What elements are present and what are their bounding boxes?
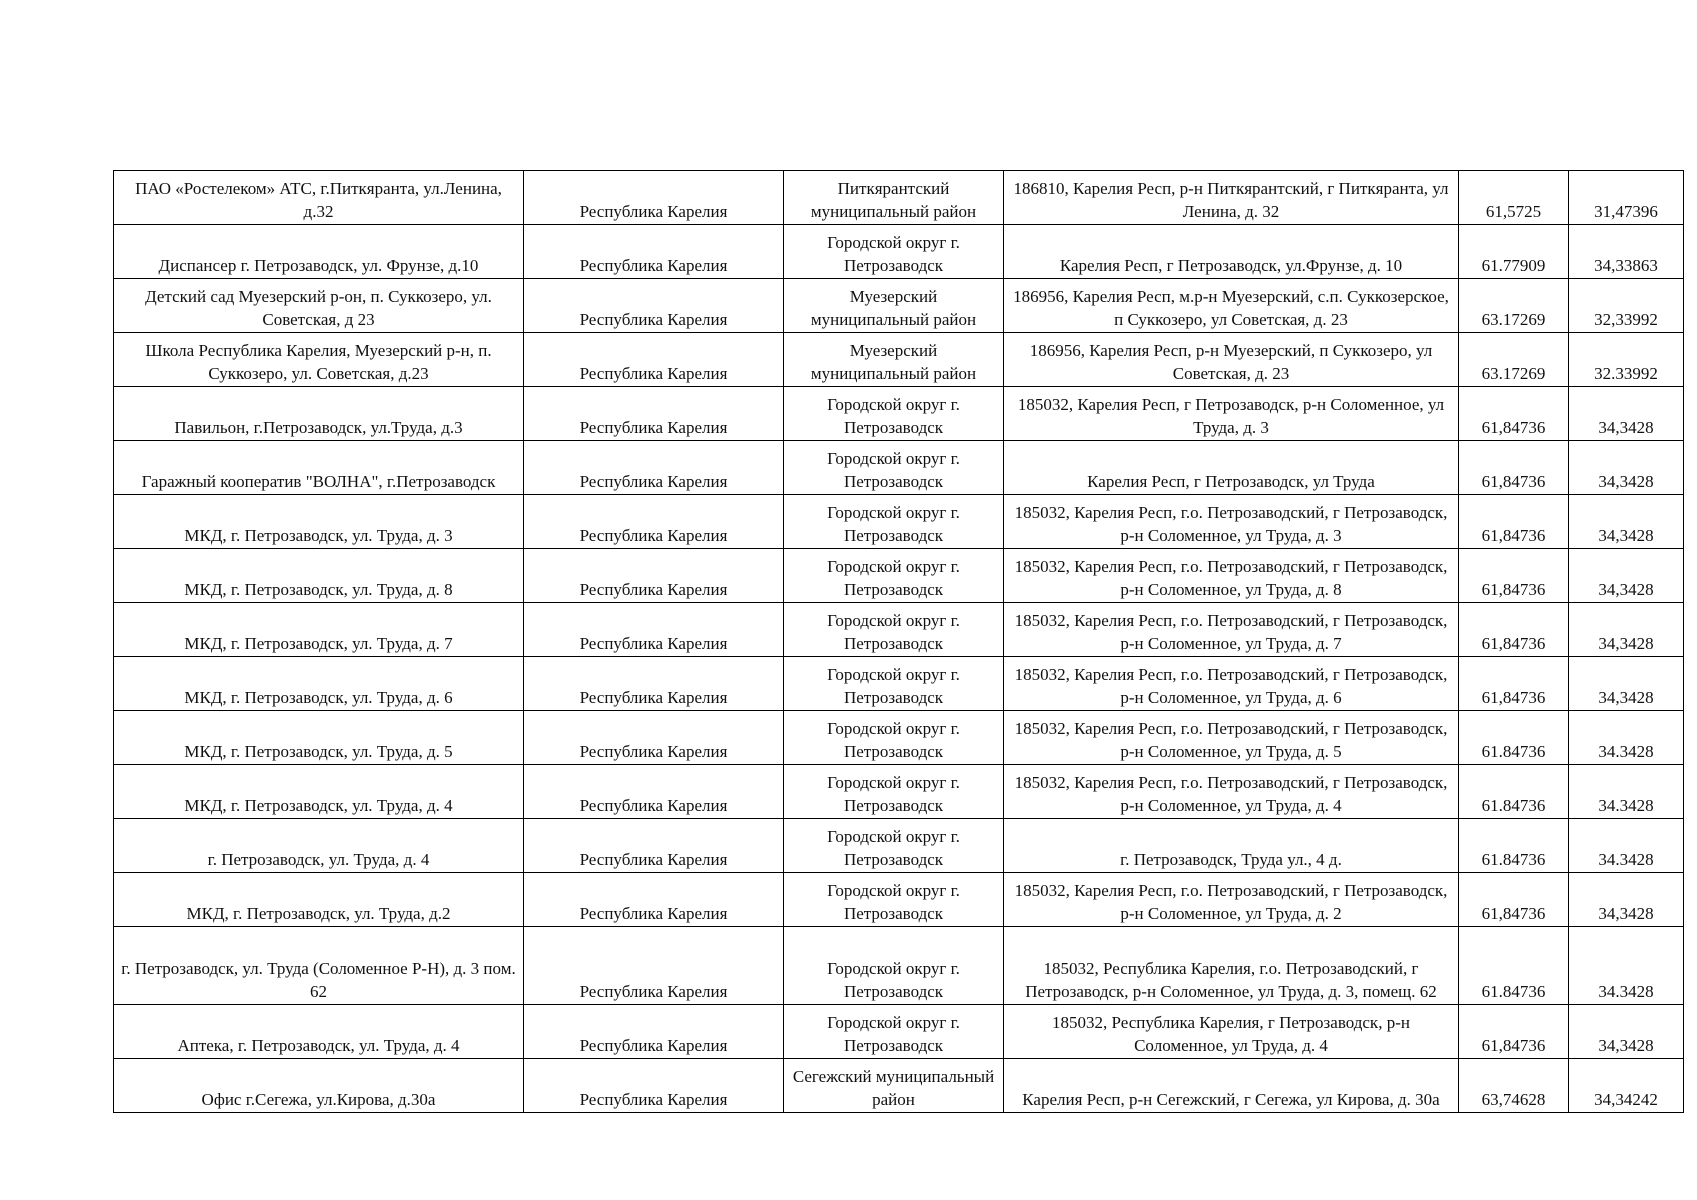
municipality-cell: Городской округ г. Петрозаводск [784,873,1004,927]
object-name-cell: МКД, г. Петрозаводск, ул. Труда, д.2 [114,873,524,927]
object-name-cell: Павильон, г.Петрозаводск, ул.Труда, д.3 [114,387,524,441]
table-row [114,603,1684,657]
municipality-cell: Сегежский муниципальный район [784,1059,1004,1113]
table-row [114,549,1684,603]
table-row [114,873,1684,927]
region-cell: Республика Карелия [524,279,784,333]
latitude-cell: 61,84736 [1459,387,1569,441]
longitude-cell: 32,33992 [1569,279,1684,333]
longitude-cell: 31,47396 [1569,171,1684,225]
municipality-cell: Городской округ г. Петрозаводск [784,603,1004,657]
municipality-cell: Муезерский муниципальный район [784,333,1004,387]
region-cell: Республика Карелия [524,441,784,495]
table-row [114,819,1684,873]
region-cell: Республика Карелия [524,927,784,1005]
municipality-cell: Городской округ г. Петрозаводск [784,549,1004,603]
address-cell: 185032, Карелия Респ, г.о. Петрозаводский, г Петрозаводск, р-н Соломенное, ул Труда, д. 3 [1004,495,1459,549]
longitude-cell: 34,3428 [1569,603,1684,657]
table-row [114,387,1684,441]
address-cell: Карелия Респ, г Петрозаводск, ул Труда [1004,441,1459,495]
address-cell: 185032, Карелия Респ, г.о. Петрозаводский, г Петрозаводск, р-н Соломенное, ул Труда, д. 8 [1004,549,1459,603]
object-name-cell: г. Петрозаводск, ул. Труда (Соломенное Р-Н), д. 3 пом. 62 [114,927,524,1005]
municipality-cell: Городской округ г. Петрозаводск [784,657,1004,711]
table-row [114,225,1684,279]
address-cell: 185032, Республика Карелия, г.о. Петрозаводский, г Петрозаводск, р-н Соломенное, ул Труда, д. 3, помещ. 62 [1004,927,1459,1005]
latitude-cell: 61.77909 [1459,225,1569,279]
municipality-cell: Городской округ г. Петрозаводск [784,765,1004,819]
latitude-cell: 61,84736 [1459,549,1569,603]
region-cell: Республика Карелия [524,549,784,603]
longitude-cell: 34,3428 [1569,873,1684,927]
object-name-cell: ПАО «Ростелеком» АТС, г.Питкяранта, ул.Ленина, д.32 [114,171,524,225]
object-name-cell: Аптека, г. Петрозаводск, ул. Труда, д. 4 [114,1005,524,1059]
object-name-cell: Школа Республика Карелия, Муезерский р-н, п. Суккозеро, ул. Советская, д.23 [114,333,524,387]
address-cell: 185032, Карелия Респ, г.о. Петрозаводский, г Петрозаводск, р-н Соломенное, ул Труда, д. 7 [1004,603,1459,657]
address-cell: Карелия Респ, р-н Сегежский, г Сегежа, ул Кирова, д. 30а [1004,1059,1459,1113]
longitude-cell: 34,3428 [1569,1005,1684,1059]
longitude-cell: 34,3428 [1569,657,1684,711]
region-cell: Республика Карелия [524,603,784,657]
latitude-cell: 61,84736 [1459,441,1569,495]
table-row [114,333,1684,387]
region-cell: Республика Карелия [524,1005,784,1059]
latitude-cell: 61.84736 [1459,927,1569,1005]
latitude-cell: 61,84736 [1459,657,1569,711]
table-row [114,171,1684,225]
address-cell: 185032, Карелия Респ, г.о. Петрозаводский, г Петрозаводск, р-н Соломенное, ул Труда, д. 4 [1004,765,1459,819]
address-cell: 186810, Карелия Респ, р-н Питкярантский, г Питкяранта, ул Ленина, д. 32 [1004,171,1459,225]
longitude-cell: 34.3428 [1569,819,1684,873]
region-cell: Республика Карелия [524,657,784,711]
objects-table [113,170,1684,1113]
object-name-cell: МКД, г. Петрозаводск, ул. Труда, д. 8 [114,549,524,603]
address-cell: 186956, Карелия Респ, м.р-н Муезерский, с.п. Суккозерское, п Суккозеро, ул Советская, д. 23 [1004,279,1459,333]
municipality-cell: Городской округ г. Петрозаводск [784,819,1004,873]
object-name-cell: Диспансер г. Петрозаводск, ул. Фрунзе, д.10 [114,225,524,279]
municipality-cell: Муезерский муниципальный район [784,279,1004,333]
object-name-cell: МКД, г. Петрозаводск, ул. Труда, д. 3 [114,495,524,549]
municipality-cell: Питкярантский муниципальный район [784,171,1004,225]
longitude-cell: 34,3428 [1569,495,1684,549]
longitude-cell: 34,34242 [1569,1059,1684,1113]
municipality-cell: Городской округ г. Петрозаводск [784,225,1004,279]
longitude-cell: 32.33992 [1569,333,1684,387]
latitude-cell: 63.17269 [1459,279,1569,333]
latitude-cell: 61.84736 [1459,711,1569,765]
region-cell: Республика Карелия [524,387,784,441]
latitude-cell: 61,5725 [1459,171,1569,225]
address-cell: 186956, Карелия Респ, р-н Муезерский, п Суккозеро, ул Советская, д. 23 [1004,333,1459,387]
object-name-cell: г. Петрозаводск, ул. Труда, д. 4 [114,819,524,873]
object-name-cell: МКД, г. Петрозаводск, ул. Труда, д. 7 [114,603,524,657]
object-name-cell: МКД, г. Петрозаводск, ул. Труда, д. 6 [114,657,524,711]
latitude-cell: 61,84736 [1459,603,1569,657]
latitude-cell: 61,84736 [1459,1005,1569,1059]
latitude-cell: 61,84736 [1459,495,1569,549]
address-cell: г. Петрозаводск, Труда ул., 4 д. [1004,819,1459,873]
table-row [114,927,1684,1005]
table-row [114,711,1684,765]
address-cell: 185032, Карелия Респ, г.о. Петрозаводский, г Петрозаводск, р-н Соломенное, ул Труда, д. 6 [1004,657,1459,711]
region-cell: Республика Карелия [524,225,784,279]
municipality-cell: Городской округ г. Петрозаводск [784,711,1004,765]
municipality-cell: Городской округ г. Петрозаводск [784,927,1004,1005]
latitude-cell: 63.17269 [1459,333,1569,387]
longitude-cell: 34.3428 [1569,927,1684,1005]
table-row [114,1059,1684,1113]
municipality-cell: Городской округ г. Петрозаводск [784,387,1004,441]
municipality-cell: Городской округ г. Петрозаводск [784,495,1004,549]
latitude-cell: 63,74628 [1459,1059,1569,1113]
longitude-cell: 34,3428 [1569,441,1684,495]
longitude-cell: 34,3428 [1569,387,1684,441]
region-cell: Республика Карелия [524,333,784,387]
latitude-cell: 61.84736 [1459,819,1569,873]
object-name-cell: Детский сад Муезерский р-он, п. Суккозеро, ул. Советская, д 23 [114,279,524,333]
longitude-cell: 34,33863 [1569,225,1684,279]
region-cell: Республика Карелия [524,765,784,819]
object-name-cell: Офис г.Сегежа, ул.Кирова, д.30а [114,1059,524,1113]
address-cell: 185032, Карелия Респ, г.о. Петрозаводский, г Петрозаводск, р-н Соломенное, ул Труда, д. 5 [1004,711,1459,765]
region-cell: Республика Карелия [524,1059,784,1113]
table-row [114,441,1684,495]
longitude-cell: 34,3428 [1569,549,1684,603]
object-name-cell: Гаражный кооператив "ВОЛНА", г.Петрозаводск [114,441,524,495]
region-cell: Республика Карелия [524,495,784,549]
longitude-cell: 34.3428 [1569,711,1684,765]
region-cell: Республика Карелия [524,819,784,873]
latitude-cell: 61.84736 [1459,765,1569,819]
region-cell: Республика Карелия [524,711,784,765]
object-name-cell: МКД, г. Петрозаводск, ул. Труда, д. 4 [114,765,524,819]
address-cell: 185032, Карелия Респ, г.о. Петрозаводский, г Петрозаводск, р-н Соломенное, ул Труда, д. 2 [1004,873,1459,927]
address-cell: 185032, Карелия Респ, г Петрозаводск, р-н Соломенное, ул Труда, д. 3 [1004,387,1459,441]
table-row [114,657,1684,711]
table-body [114,171,1684,1113]
table-row [114,1005,1684,1059]
longitude-cell: 34.3428 [1569,765,1684,819]
address-cell: Карелия Респ, г Петрозаводск, ул.Фрунзе, д. 10 [1004,225,1459,279]
latitude-cell: 61,84736 [1459,873,1569,927]
region-cell: Республика Карелия [524,873,784,927]
municipality-cell: Городской округ г. Петрозаводск [784,441,1004,495]
municipality-cell: Городской округ г. Петрозаводск [784,1005,1004,1059]
region-cell: Республика Карелия [524,171,784,225]
table-row [114,495,1684,549]
table-row [114,279,1684,333]
object-name-cell: МКД, г. Петрозаводск, ул. Труда, д. 5 [114,711,524,765]
table-row [114,765,1684,819]
address-cell: 185032, Республика Карелия, г Петрозаводск, р-н Соломенное, ул Труда, д. 4 [1004,1005,1459,1059]
